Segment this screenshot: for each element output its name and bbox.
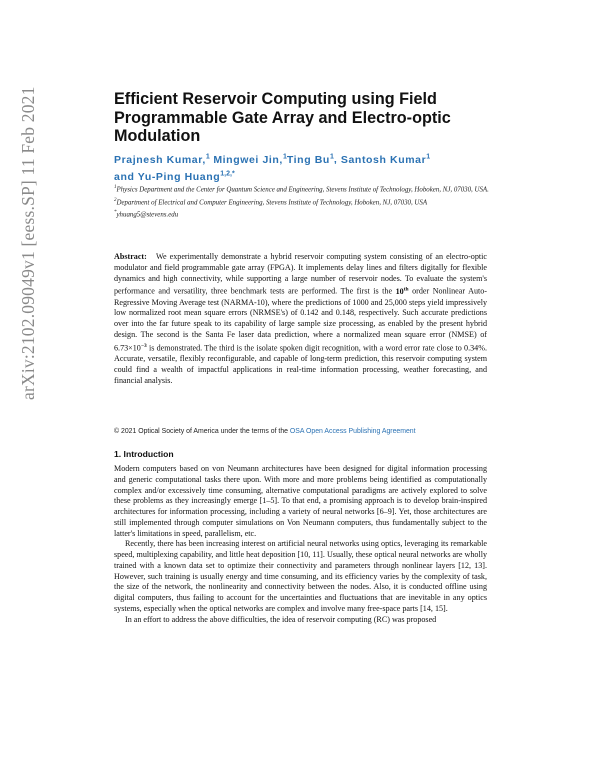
paragraph: Recently, there has been increasing interest on artificial neural networks using optics, leveraging its remarkable speed, multiplexing capability, and little heat deposition [10, 11]. Usually, these optical neural networks are wholly trained with a known data set to optimize their connectivity and parameters through nonlinear layers [12, 13]. However, such training is usually energy and time consuming, and its efficiency varies by the complexity of task, the size of the network, the nonlinearity and connectivity between the nodes. Also, it is conducted offline using digital computers, thus failing to account for the uncertainties and fluctuations that are inevitable in any optics systems, especially when the optical networks are complex and involve many free-space parts [14, 15]. [114,539,487,613]
section-heading: 1. Introduction [114,449,174,459]
contact-email[interactable]: *yhuang5@stevens.edu [114,210,179,219]
arxiv-identifier[interactable]: arXiv:2102.09049v1 [eess.SP] 11 Feb 2021 [18,86,38,400]
author-list: Prajnesh Kumar,$^1$ Mingwei Jin,$^1$Ting Bu$^1$, Santosh Kumar$^1$ and Yu-Ping Huang$^{1,2,*}$ [114,153,431,183]
author: and Yu-Ping Huang$^{1,2,*}$ [114,170,235,183]
license-link[interactable]: OSA Open Access Publishing Agreement [289,428,416,435]
abstract: Abstract: We experimentally demonstrate a hybrid reservoir computing system consisting of an electro-optic modulator and field programmable gate array (FPGA). It implements delay lines and filters digitally for flexible dynamics and high connectivity, while supporting a large number of reservoir nodes. To evaluate the system's performance and versatility, three benchmark tests are performed. The first is the 10th order Nonlinear Auto-Regressive Moving Average test (NARMA-10), where the predictions of 1000 and 25,000 steps yield impressively low normalized root mean square errors (NRMSE's) of 0.142 and 0.148, respectively. Such accurate predictions over into the far future speak to its capability of large sample size processing, as enabled by the present hybrid design. The second is the Santa Fe laser data prediction, where a normalized mean square error (NMSE) of $6.73\times 10^{-3}$ is demonstrated. The third is the isolate spoken digit recognition, with a word error rate close to 0.34%. Accurate, versatile, flexibly reconfigurable, and capable of long-term prediction, this reservoir computing system could find a wealth of impactful applications in real-time information processing, weather forecasting, and financial analysis. [114,252,488,385]
author: Mingwei Jin,$^1$ [213,153,287,166]
affiliations [114,183,489,221]
introduction-body [114,464,487,625]
paper-title: Efficient Reservoir Computing using Field Programmable Gate Array and Electro-optic Modulation [114,90,451,145]
paragraph: In an effort to address the above difficulties, the idea of reservoir computing (RC) was proposed [125,614,437,624]
abstract-label: Abstract: [114,252,147,261]
affiliation: $^1$Physics Department and the Center for Quantum Science and Engineering, Stevens Institute of Technology, Hoboken, NJ, 07030, USA. [114,185,489,194]
affiliation: $^2$Department of Electrical and Computer Engineering, Stevens Institute of Technology, Hoboken, NJ, 07030, USA [114,197,428,206]
copyright-notice: © 2021 Optical Society of America under the terms of the OSA Open Access Publishing Agreement [114,428,416,435]
author: Santosh Kumar$^1$ [340,153,431,166]
paragraph: Modern computers based on von Neumann architectures have been designed for digital information processing and generic computational tasks there upon. With more and more problems being identified as computationally complex and/or excessively time consuming, alternative computational paradigms are actively explored to solve these problems as they increasingly emerge [1–5]. To that end, a promising approach is to develop brain-inspired architectures for information processing, including a variety of neural networks [6–9]. Yet, those architectures are still implemented through computer simulations on Von Neumann computers, thus fundamentally subject to the latter's limitations in speed, parallelism, etc. [114,464,487,538]
author: Prajnesh Kumar,$^1$ [114,153,210,166]
author: Ting Bu$^1$ [286,153,334,166]
